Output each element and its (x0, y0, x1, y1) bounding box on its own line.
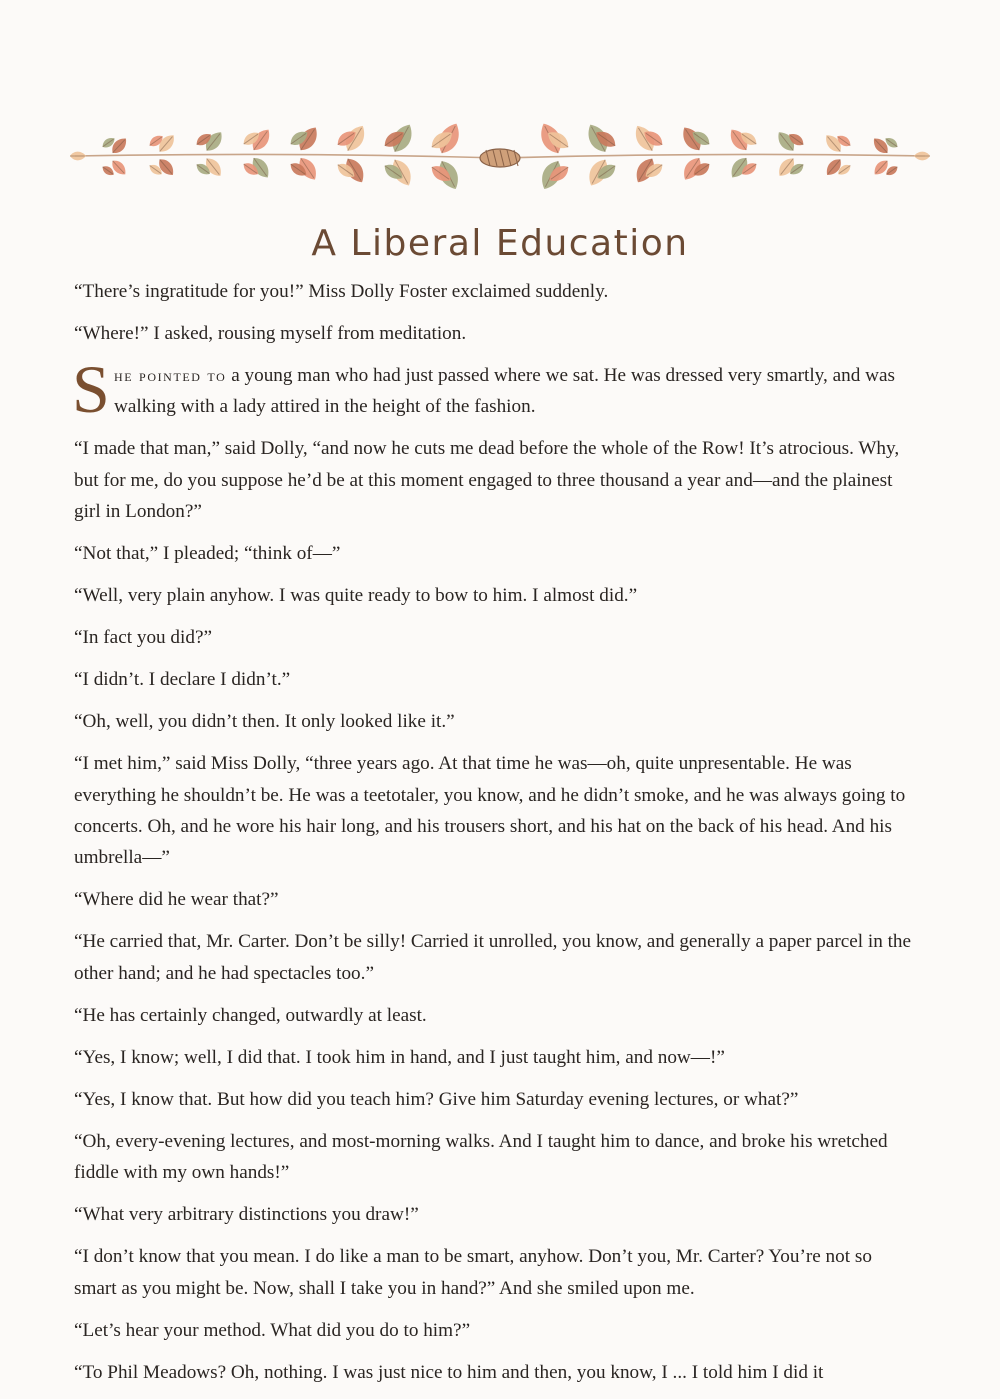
paragraph (74, 1126, 930, 1189)
text-line: everything he shouldn’t be. He was a teetotaler, you know, and he didn’t smoke, and he was always going to (74, 784, 906, 806)
text-line: girl in London?” (74, 501, 202, 523)
paragraph (74, 1199, 930, 1230)
page-title: A Liberal Education (311, 223, 689, 264)
paragraph (74, 1042, 930, 1073)
text-line: “I didn’t. I declare I didn’t.” (74, 669, 291, 691)
paragraph (74, 580, 930, 611)
paragraph (74, 538, 930, 569)
text-line: but for me, do you suppose he’d be at this moment engaged to three thousand a year and—and the plainest (74, 469, 893, 491)
story-text (74, 276, 930, 1399)
text-line: smart as you might be. Now, shall I take you in hand?” And she smiled upon me. (74, 1277, 695, 1299)
paragraph (74, 276, 930, 307)
paragraph (74, 1315, 930, 1346)
small-caps-lead: he pointed to (114, 366, 227, 385)
text-line: “He carried that, Mr. Carter. Don’t be silly! Carried it unrolled, you know, and generally a paper parcel in the (74, 931, 912, 953)
text-line: “I met him,” said Miss Dolly, “three years ago. At that time he was—oh, quite unpresentable. He was (74, 753, 852, 775)
text-line: “Not that,” I pleaded; “think of—” (74, 543, 341, 565)
text-line: “I don’t know that you mean. I do like a man to be smart, anyhow. Don’t you, Mr. Carter? You’re not so (74, 1246, 872, 1268)
text-line: walking with a lady attired in the height of the fashion. (114, 396, 536, 418)
paragraph (74, 1357, 930, 1388)
text-line: fiddle with my own hands!” (74, 1162, 290, 1184)
paragraph (74, 748, 930, 874)
text-line: umbrella—” (74, 847, 170, 869)
text-line-rest: a young man who had just passed where we sat. He was dressed very smartly, and was (226, 365, 895, 386)
paragraph (74, 664, 930, 695)
text-line (114, 360, 930, 391)
text-line: “He has certainly changed, outwardly at least. (74, 1004, 427, 1026)
text-line: “Yes, I know that. But how did you teach him? Give him Saturday evening lectures, or what?” (74, 1088, 799, 1110)
leaf-garland-ornament (70, 96, 930, 226)
paragraph (74, 622, 930, 653)
text-line: “Where did he wear that?” (74, 889, 279, 911)
paragraph (74, 1084, 930, 1115)
text-line: “What very arbitrary distinctions you draw!” (74, 1204, 419, 1226)
text-line: concerts. Oh, and he wore his hair long, and his trousers short, and his hat on the back of his head. And his (74, 816, 892, 838)
paragraph (72, 351, 930, 427)
paragraph (74, 318, 930, 349)
text-line: “I made that man,” said Dolly, “and now he cuts me dead before the whole of the Row! It’s atrocious. Why, (74, 438, 900, 460)
text-line: “Oh, every-evening lectures, and most-morning walks. And I taught him to dance, and broke his wretched (74, 1130, 888, 1152)
text-line: “Well, very plain anyhow. I was quite ready to bow to him. I almost did.” (74, 585, 638, 607)
text-line: “Yes, I know; well, I did that. I took him in hand, and I just taught him, and now—!” (74, 1046, 725, 1068)
paragraph (74, 1000, 930, 1031)
text-line: “Let’s hear your method. What did you do to him?” (74, 1319, 471, 1341)
text-line: “To Phil Meadows? Oh, nothing. I was just nice to him and then, you know, I ... I told him I did it (74, 1361, 824, 1383)
text-line: “There’s ingratitude for you!” Miss Dolly Foster exclaimed suddenly. (74, 281, 609, 302)
drop-cap: S (72, 351, 110, 427)
text-line: “In fact you did?” (74, 627, 212, 649)
paragraph (74, 1241, 930, 1304)
paragraph (74, 884, 930, 915)
text-line: “Where!” I asked, rousing myself from meditation. (74, 323, 467, 344)
paragraph (74, 926, 930, 989)
text-line: other hand; and he had spectacles too.” (74, 962, 374, 984)
paragraph (74, 706, 930, 737)
paragraph (74, 433, 930, 527)
text-line: “Oh, well, you didn’t then. It only looked like it.” (74, 711, 455, 733)
